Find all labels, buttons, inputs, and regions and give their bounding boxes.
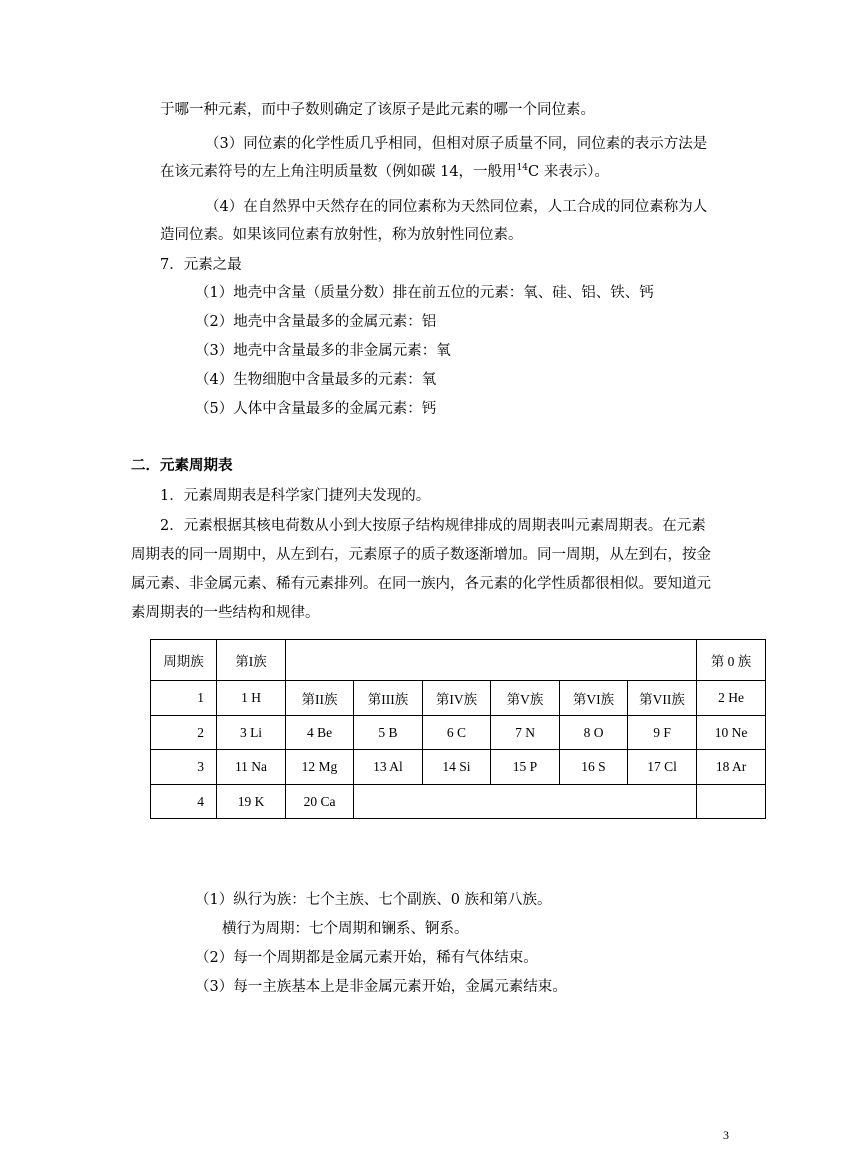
table-header-row [151, 640, 766, 681]
element-cell: 13 Al [354, 750, 423, 785]
group-header-cell: 第I族 [217, 640, 286, 681]
paragraph-text: 在该元素符号的左上角注明质量数（例如碳 14，一般用 [160, 164, 517, 180]
period-cell: 1 [151, 681, 217, 716]
page-number: 3 [723, 1128, 729, 1142]
table-row [151, 785, 766, 819]
paragraph-line [160, 162, 609, 182]
list-item: （3）地壳中含量最多的非金属元素：氧 [195, 343, 451, 359]
mass-number-superscript: 14 [516, 163, 529, 173]
periodic-table [150, 639, 766, 819]
note-line: （2）每一个周期都是金属元素开始，稀有气体结束。 [195, 950, 538, 966]
note-line: （3）每一主族基本上是非金属元素开始，金属元素结束。 [195, 979, 567, 995]
element-cell: 16 S [560, 750, 628, 785]
element-cell: 14 Si [423, 750, 491, 785]
table-row [151, 750, 766, 785]
table-row [151, 681, 766, 716]
list-item: （5）人体中含量最多的金属元素：钙 [195, 401, 437, 417]
element-cell: 9 F [628, 716, 697, 750]
element-cell: 10 Ne [697, 716, 766, 750]
paragraph-line: 于哪一种元素，而中子数则确定了该原子是此元素的哪一个同位素。 [160, 102, 595, 118]
empty-cell [697, 785, 766, 819]
element-cell: 19 K [217, 785, 286, 819]
paragraph-line: 造同位素。如果该同位素有放射性，称为放射性同位素。 [160, 227, 523, 243]
element-cell: 6 C [423, 716, 491, 750]
group-header-cell: 第II族 [286, 681, 354, 716]
table-row [151, 716, 766, 750]
section-title: 二．元素周期表 [131, 457, 233, 474]
note-line: 横行为周期：七个周期和镧系、锕系。 [222, 921, 469, 937]
list-heading: 7．元素之最 [160, 257, 242, 273]
empty-cell [286, 640, 697, 681]
paragraph-line: 周期表的同一周期中，从左到右，元素原子的质子数逐渐增加。同一周期，从左到右，按金 [131, 547, 711, 563]
list-item: （4）生物细胞中含量最多的元素：氧 [195, 372, 437, 388]
paragraph-line: （3）同位素的化学性质几乎相同，但相对原子质量不同，同位素的表示方法是 [205, 136, 708, 152]
element-cell: 18 Ar [697, 750, 766, 785]
group-header-cell: 第 0 族 [697, 640, 766, 681]
element-cell: 2 He [697, 681, 766, 716]
period-cell: 3 [151, 750, 217, 785]
paragraph-line: 1．元素周期表是科学家门捷列夫发现的。 [160, 488, 431, 504]
element-cell: 11 Na [217, 750, 286, 785]
element-cell: 7 N [491, 716, 560, 750]
note-line: （1）纵行为族：七个主族、七个副族、0 族和第八族。 [195, 892, 552, 908]
group-header-cell: 第VII族 [628, 681, 697, 716]
element-cell: 8 O [560, 716, 628, 750]
list-item: （2）地壳中含量最多的金属元素：铝 [195, 314, 437, 330]
element-cell: 4 Be [286, 716, 354, 750]
list-item: （1）地壳中含量（质量分数）排在前五位的元素：氧、硅、铝、铁、钙 [195, 285, 654, 301]
paragraph-line: 属元素、非金属元素、稀有元素排列。在同一族内，各元素的化学性质都很相似。要知道元 [131, 576, 711, 592]
period-cell: 2 [151, 716, 217, 750]
element-cell: 20 Ca [286, 785, 354, 819]
group-header-cell: 第V族 [491, 681, 560, 716]
group-header-cell: 第IV族 [423, 681, 491, 716]
group-header-cell: 第VI族 [560, 681, 628, 716]
period-cell: 4 [151, 785, 217, 819]
paragraph-line: 素周期表的一些结构和规律。 [131, 605, 320, 621]
paragraph-text: C 来表示）。 [528, 164, 609, 180]
empty-cell [354, 785, 697, 819]
paragraph-line: （4）在自然界中天然存在的同位素称为天然同位素，人工合成的同位素称为人 [205, 199, 708, 215]
paragraph-line: 2．元素根据其核电荷数从小到大按原子结构规律排成的周期表叫元素周期表。在元素 [160, 518, 706, 534]
element-cell: 5 B [354, 716, 423, 750]
group-header-cell: 第III族 [354, 681, 423, 716]
table-corner-cell: 周期族 [151, 640, 217, 681]
element-cell: 3 Li [217, 716, 286, 750]
element-cell: 15 P [491, 750, 560, 785]
element-cell: 12 Mg [286, 750, 354, 785]
element-cell: 17 Cl [628, 750, 697, 785]
element-cell: 1 H [217, 681, 286, 716]
